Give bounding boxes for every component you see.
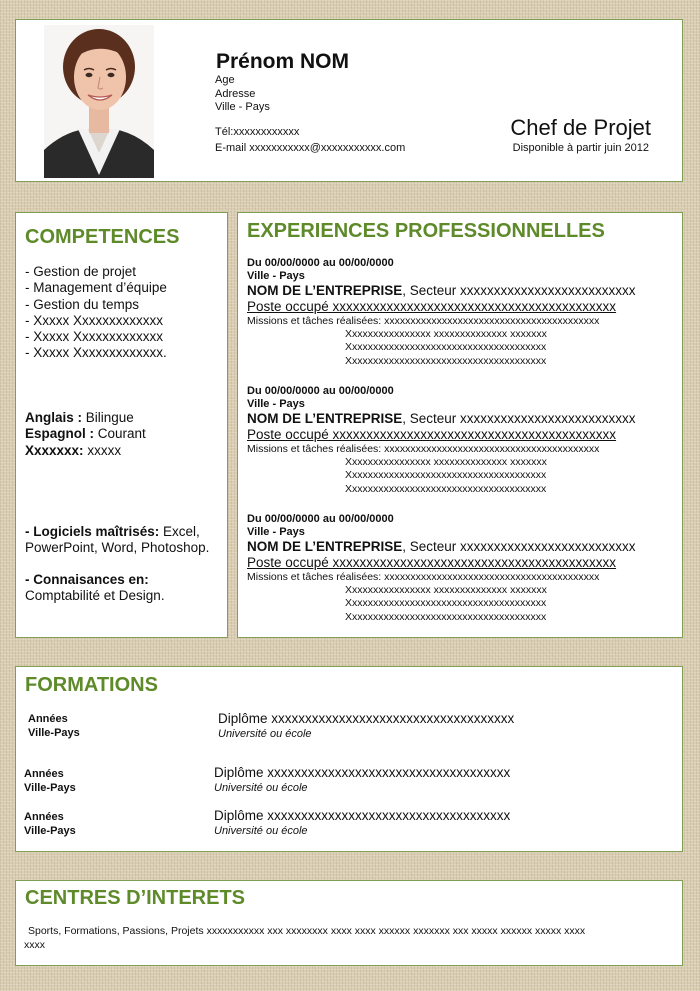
formation-diploma: Diplôme xxxxxxxxxxxxxxxxxxxxxxxxxxxxxxxxxxxx <box>214 765 511 780</box>
job-entry <box>247 385 677 496</box>
formation-detail <box>218 711 514 741</box>
job-task-line: Xxxxxxxxxxxxxxxxxxxxxxxxxxxxxxxxxxxxxx <box>345 482 547 495</box>
language-item <box>25 426 146 442</box>
job-task-line: Xxxxxxxxxxxxxxxxxxxxxxxxxxxxxxxxxxxxxx <box>345 354 547 367</box>
competences-title: COMPETENCES <box>25 226 180 248</box>
formation-detail <box>214 765 510 795</box>
candidate-age: Age <box>215 74 235 86</box>
job-dates: Du 00/00/0000 au 00/00/0000 <box>247 513 394 525</box>
formation-detail <box>214 808 510 838</box>
header-panel <box>15 19 683 182</box>
language-level: Courant <box>94 426 146 442</box>
language-level: Bilingue <box>82 410 134 425</box>
formation-city: Ville-Pays <box>28 727 80 739</box>
person-photo-icon <box>44 25 154 178</box>
competences-panel <box>15 212 228 638</box>
job-task-line: Xxxxxxxxxxxxxxxx xxxxxxxxxxxxxx xxxxxxx <box>345 584 547 597</box>
job-missions: Missions et tâches réalisées: xxxxxxxxxxxxxxxxxxxxxxxxxxxxxxxxxxxxxxxxx <box>247 315 600 327</box>
skill-item: - Gestion du temps <box>25 296 140 312</box>
candidate-name: Prénom NOM <box>216 50 350 73</box>
formation-years: Années <box>24 768 64 780</box>
skill-item: - Xxxxx Xxxxxxxxxxxxx <box>25 329 164 345</box>
job-missions: Missions et tâches réalisées: xxxxxxxxxxxxxxxxxxxxxxxxxxxxxxxxxxxxxxxxx <box>247 571 600 583</box>
language-item <box>25 443 146 459</box>
languages-list <box>25 410 146 459</box>
software-label: - Logiciels maîtrisés: <box>25 524 160 539</box>
language-name: Anglais : <box>25 410 83 425</box>
formation-school: Université ou école <box>214 825 308 837</box>
job-task-line: Xxxxxxxxxxxxxxxx xxxxxxxxxxxxxx xxxxxxx <box>345 456 547 469</box>
job-city: Ville - Pays <box>247 398 305 410</box>
job-task-line: Xxxxxxxxxxxxxxxxxxxxxxxxxxxxxxxxxxxxxx <box>345 341 547 354</box>
formation-meta <box>24 810 76 838</box>
formation-school: Université ou école <box>214 782 308 794</box>
interets-panel <box>15 880 683 966</box>
candidate-address: Adresse <box>215 88 256 100</box>
job-company: NOM DE L’ENTREPRISE, Secteur xxxxxxxxxxxxxxxxxxxxxxxxxx <box>247 283 636 298</box>
formation-meta <box>28 712 80 740</box>
language-name: Xxxxxxx: <box>25 442 84 458</box>
profile-photo <box>44 25 154 178</box>
formation-diploma: Diplôme xxxxxxxxxxxxxxxxxxxxxxxxxxxxxxxxxxxx <box>214 808 511 823</box>
formation-meta <box>24 767 76 795</box>
language-item <box>25 410 146 426</box>
job-task-line: Xxxxxxxxxxxxxxxxxxxxxxxxxxxxxxxxxxxxxx <box>345 610 547 623</box>
formation-diploma: Diplôme xxxxxxxxxxxxxxxxxxxxxxxxxxxxxxxxxxxx <box>218 711 515 726</box>
skill-item: - Xxxxx Xxxxxxxxxxxxx <box>25 312 164 328</box>
knowledge-text: Comptabilité et Design. <box>25 588 165 604</box>
candidate-city: Ville - Pays <box>215 101 270 113</box>
formation-city: Ville-Pays <box>24 825 76 837</box>
formation-years: Années <box>28 713 68 725</box>
job-company: NOM DE L’ENTREPRISE, Secteur xxxxxxxxxxxxxxxxxxxxxxxxxx <box>247 539 636 554</box>
candidate-email: E-mail xxxxxxxxxxx@xxxxxxxxxxx.com <box>215 142 406 154</box>
interets-text: Sports, Formations, Passions, Projets xxxxxxxxxxx xxx xxxxxxxx xxxx xxxx xxxxxx xxxxxxx xxx xxxxx xxxxxx xxxxx xxxx <box>28 925 586 937</box>
formation-city: Ville-Pays <box>24 782 76 794</box>
interets-text-2: xxxx <box>24 939 45 951</box>
job-position: Poste occupé xxxxxxxxxxxxxxxxxxxxxxxxxxxxxxxxxxxxxxxxxx <box>247 555 617 570</box>
candidate-phone: Tél:xxxxxxxxxxxx <box>215 126 300 138</box>
job-city: Ville - Pays <box>247 526 305 538</box>
skill-item: - Gestion de projet <box>25 264 137 279</box>
formation-years: Années <box>24 811 64 823</box>
job-title: Chef de Projet <box>510 115 651 140</box>
job-task-line: Xxxxxxxxxxxxxxxxxxxxxxxxxxxxxxxxxxxxxx <box>345 469 547 482</box>
skills-list <box>25 264 167 362</box>
formations-title: FORMATIONS <box>25 674 158 696</box>
experiences-panel <box>237 212 683 638</box>
job-task-line: Xxxxxxxxxxxxxxxxxxxxxxxxxxxxxxxxxxxxxx <box>345 597 547 610</box>
language-level: xxxxx <box>83 442 122 458</box>
language-name: Espagnol : <box>25 426 95 442</box>
job-company: NOM DE L’ENTREPRISE, Secteur xxxxxxxxxxxxxxxxxxxxxxxxxx <box>247 411 636 426</box>
skill-item: - Management d’équipe <box>25 280 167 296</box>
skill-item: - Xxxxx Xxxxxxxxxxxxx. <box>25 345 167 361</box>
software-block <box>25 524 209 557</box>
experiences-title: EXPERIENCES PROFESSIONNELLES <box>247 220 605 242</box>
knowledge-block <box>25 572 165 605</box>
job-missions: Missions et tâches réalisées: xxxxxxxxxxxxxxxxxxxxxxxxxxxxxxxxxxxxxxxxx <box>247 443 600 455</box>
software-text: Excel, <box>159 524 200 539</box>
job-dates: Du 00/00/0000 au 00/00/0000 <box>247 257 394 269</box>
software-text-2: PowerPoint, Word, Photoshop. <box>25 540 210 556</box>
job-task-line: Xxxxxxxxxxxxxxxx xxxxxxxxxxxxxx xxxxxxx <box>345 328 547 341</box>
job-entry <box>247 513 677 624</box>
job-position: Poste occupé xxxxxxxxxxxxxxxxxxxxxxxxxxxxxxxxxxxxxxxxxx <box>247 299 617 314</box>
job-city: Ville - Pays <box>247 270 305 282</box>
job-entry <box>247 257 677 368</box>
availability: Disponible à partir juin 2012 <box>512 142 649 154</box>
job-position: Poste occupé xxxxxxxxxxxxxxxxxxxxxxxxxxxxxxxxxxxxxxxxxx <box>247 427 617 442</box>
job-dates: Du 00/00/0000 au 00/00/0000 <box>247 385 394 397</box>
knowledge-label: - Connaisances en: <box>25 572 149 587</box>
interets-title: CENTRES D’INTERETS <box>25 887 246 909</box>
formation-school: Université ou école <box>218 728 312 740</box>
formations-panel <box>15 666 683 852</box>
